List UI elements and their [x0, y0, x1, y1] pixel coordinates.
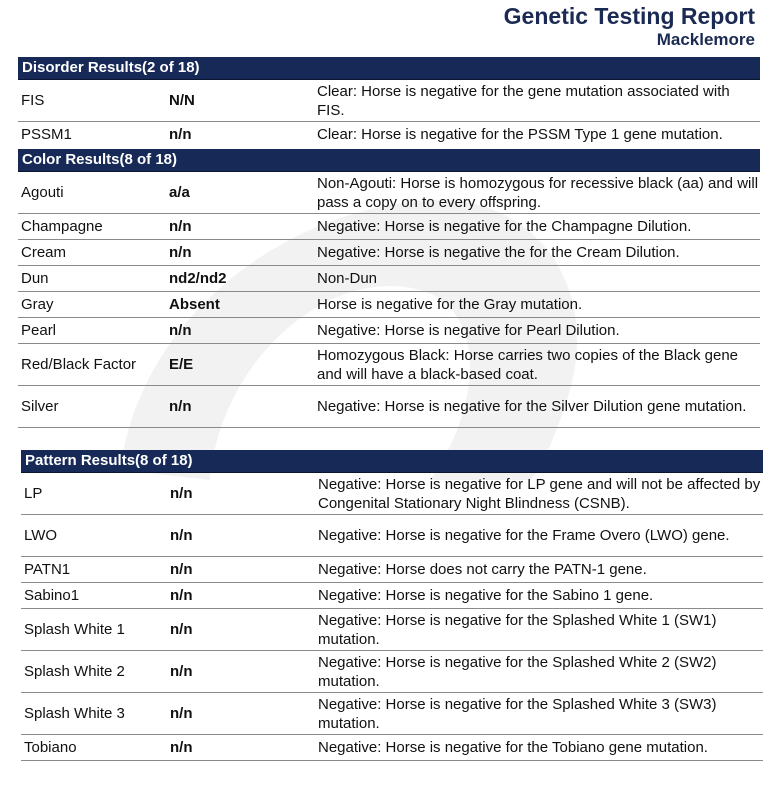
gene-name: FIS — [21, 92, 45, 109]
result-row — [21, 557, 763, 583]
gene-name: Tobiano — [24, 739, 77, 756]
result-description: Negative: Horse is negative for the Splashed White 2 (SW2) mutation. — [318, 653, 717, 690]
genotype-result: n/n — [169, 398, 192, 415]
gene-name: Splash White 3 — [24, 705, 125, 722]
genotype-result: n/n — [170, 485, 193, 502]
result-row — [18, 122, 760, 147]
genotype-result: n/n — [170, 621, 193, 638]
genotype-result: n/n — [169, 322, 192, 339]
genotype-result: n/n — [169, 218, 192, 235]
section-header: Color Results(8 of 18) — [18, 149, 760, 172]
result-description: Horse is negative for the Gray mutation. — [317, 296, 583, 313]
genotype-result: a/a — [169, 184, 190, 201]
report-header — [504, 2, 755, 50]
result-row — [18, 80, 760, 122]
gene-name: LP — [24, 485, 43, 502]
genotype-result: nd2/nd2 — [169, 270, 227, 287]
result-description: Negative: Horse does not carry the PATN-1 gene. — [318, 561, 647, 578]
result-description: Negative: Horse is negative for the Frame Overo (LWO) gene. — [318, 527, 730, 544]
genotype-result: n/n — [169, 244, 192, 261]
result-row — [21, 609, 763, 651]
result-description: Negative: Horse is negative for Pearl Dilution. — [317, 322, 620, 339]
genotype-result: E/E — [169, 356, 194, 373]
result-description: Negative: Horse is negative for the Tobiano gene mutation. — [318, 739, 708, 756]
horse-name: Macklemore — [656, 30, 755, 49]
gene-name: Dun — [21, 270, 49, 287]
result-description: Negative: Horse is negative for the Splashed White 1 (SW1) mutation. — [318, 611, 717, 648]
section-header: Pattern Results(8 of 18) — [21, 450, 763, 473]
genotype-result: n/n — [170, 705, 193, 722]
result-row — [21, 735, 763, 761]
result-description: Non-Agouti: Horse is homozygous for recessive black (aa) and will pass a copy on to every offspring. — [317, 174, 759, 211]
result-description: Negative: Horse is negative for the Splashed White 3 (SW3) mutation. — [318, 695, 717, 732]
gene-name: Cream — [21, 244, 67, 261]
result-row — [21, 693, 763, 735]
result-row — [18, 292, 760, 318]
gene-name: Agouti — [21, 184, 64, 201]
genotype-result: n/n — [170, 587, 193, 604]
result-description: Negative: Horse is negative for LP gene and will not be affected by Congenital Stationary Night Blindness (CSNB). — [318, 475, 761, 512]
gene-name: Gray — [21, 296, 54, 313]
report-title: Genetic Testing Report — [503, 3, 755, 29]
result-description: Homozygous Black: Horse carries two copies of the Black gene and will have a black-based coat. — [317, 346, 739, 383]
result-description: Negative: Horse is negative the for the Cream Dilution. — [317, 244, 680, 261]
gene-name: PATN1 — [24, 561, 71, 578]
result-row — [18, 214, 760, 240]
result-row — [18, 240, 760, 266]
result-row — [21, 473, 763, 515]
gene-name: Red/Black Factor — [21, 356, 137, 373]
section-header: Disorder Results(2 of 18) — [18, 57, 760, 80]
genotype-result: n/n — [170, 739, 193, 756]
result-row — [21, 515, 763, 557]
result-row — [18, 266, 760, 292]
genotype-result: Absent — [169, 296, 220, 313]
gene-name: Splash White 1 — [24, 621, 125, 638]
result-row — [18, 386, 760, 428]
color-results-section — [18, 149, 760, 428]
genotype-result: n/n — [170, 561, 193, 578]
gene-name: Champagne — [21, 218, 103, 235]
gene-name: Splash White 2 — [24, 663, 125, 680]
gene-name: PSSM1 — [21, 126, 72, 143]
pattern-results-section — [21, 450, 763, 761]
result-row — [21, 583, 763, 609]
result-row — [21, 651, 763, 693]
genotype-result: n/n — [169, 126, 192, 143]
gene-name: Sabino1 — [24, 587, 80, 604]
disorder-results-section — [18, 57, 760, 147]
result-description: Negative: Horse is negative for the Silver Dilution gene mutation. — [317, 398, 747, 415]
result-description: Clear: Horse is negative for the gene mutation associated with FIS. — [317, 82, 730, 119]
genotype-result: n/n — [170, 663, 193, 680]
result-description: Non-Dun — [317, 270, 378, 287]
result-description: Negative: Horse is negative for the Sabino 1 gene. — [318, 587, 654, 604]
gene-name: Pearl — [21, 322, 57, 339]
result-description: Clear: Horse is negative for the PSSM Type 1 gene mutation. — [317, 126, 723, 143]
result-row — [18, 172, 760, 214]
result-description: Negative: Horse is negative for the Champagne Dilution. — [317, 218, 692, 235]
genotype-result: n/n — [170, 527, 193, 544]
result-row — [18, 344, 760, 386]
gene-name: Silver — [21, 398, 59, 415]
result-row — [18, 318, 760, 344]
gene-name: LWO — [24, 527, 58, 544]
genotype-result: N/N — [169, 92, 195, 109]
